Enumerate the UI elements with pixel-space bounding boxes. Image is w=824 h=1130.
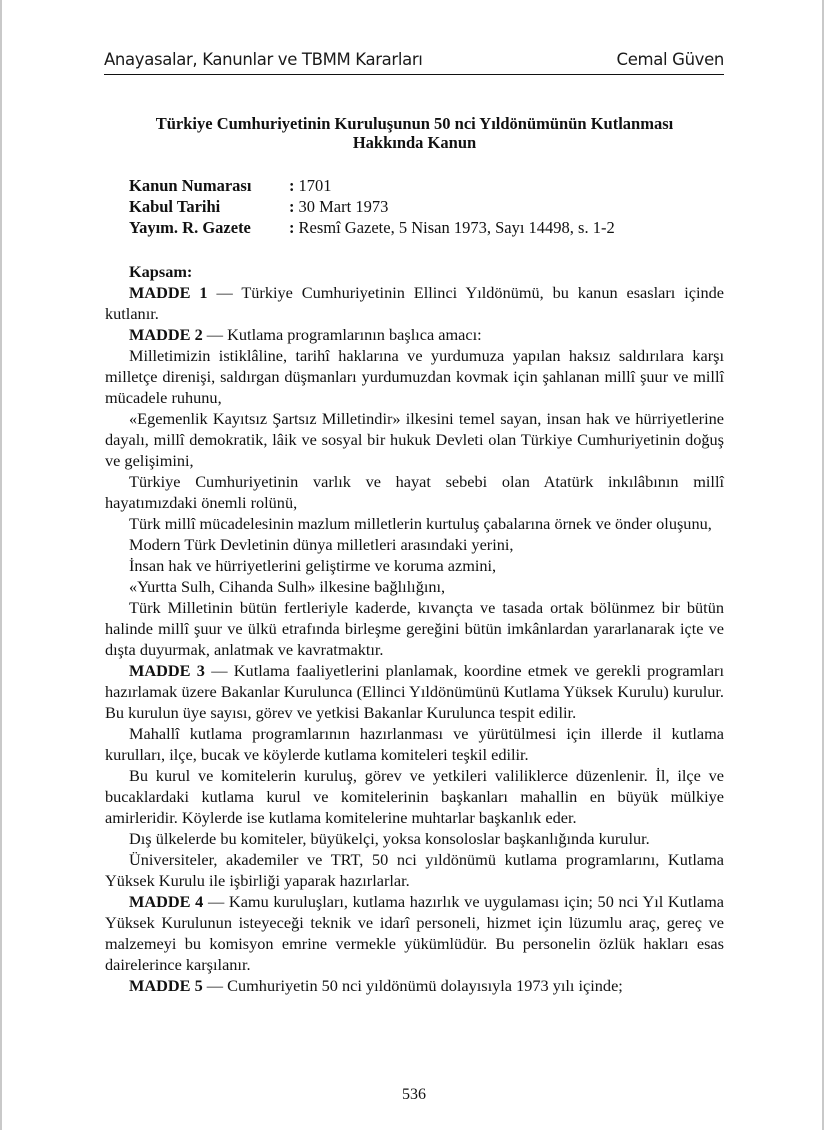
article-paragraph [105,660,724,723]
paragraph-text: — Kutlama programlarının başlıca amacı: [202,325,482,344]
paragraph-text: İnsan hak ve hürriyetlerini geliştirme ve koruma azmini, [129,556,497,575]
header-book-title: Anayasalar, Kanunlar ve TBMM Kararları [104,50,423,69]
law-metadata [129,175,615,238]
paragraph-text: — Türkiye Cumhuriyetinin Ellinci Yıldönümü, bu kanun esasları içinde kutlanır. [105,283,724,323]
law-title [105,114,724,152]
section-heading: Kapsam: [129,262,193,281]
paragraph-text: — Kutlama faaliyetlerini planlamak, koordine etmek ve gerekli programları hazırlamak üzere Bakanlar Kurulunca (Ellinci Yıldönümünü Kutlama Yüksek Kurulu) kurulur. Bu kurulun üye sayısı, görev ve yetkisi Bakanlar Kurulunca tespit edilir. [105,661,724,722]
body-paragraph [105,723,724,765]
body-paragraph [105,471,724,513]
running-header [104,47,724,75]
paragraph-text: — Kamu kuruluşları, kutlama hazırlık ve uygulaması için; 50 nci Yıl Kutlama Yüksek Kurulunun isteyeceği teknik ve idarî personeli, hizmet için lüzumlu araç, gereç ve malzemeyi bu komisyon emrine vermekle yükümlüdür. Bu personelin özlük hakları esas dairelerince karşılanır. [105,892,724,974]
law-title-line-2: Hakkında Kanun [352,133,477,152]
article-label: MADDE 5 [129,976,203,995]
body-paragraph [105,597,724,660]
paragraph-text: Üniversiteler, akademiler ve TRT, 50 nci yıldönümü kutlama programlarını, Kutlama Yüksek Kurulu ile işbirliği yaparak hazırlarlar. [105,850,724,890]
article-paragraph [105,282,724,324]
law-body [105,261,724,996]
body-paragraph [105,513,724,534]
article-label: MADDE 3 [129,661,205,680]
meta-colon: : [289,176,295,195]
article-label: MADDE 1 [129,283,208,302]
meta-label: Kanun Numarası [129,176,252,195]
paragraph-text: «Egemenlik Kayıtsız Şartsız Milletindir» ilkesini temel sayan, insan hak ve hürriyetlerine dayalı, millî demokratik, lâik ve sosyal bir hukuk Devleti olan Türkiye Cumhuriyetinin doğuş ve gelişimini, [105,409,724,470]
paragraph-text: Bu kurul ve komitelerin kuruluş, görev ve yetkileri valiliklerce düzenlenir. İl, ilçe ve bucaklardaki kutlama kurul ve komitelerinin başkanları mahallin en büyük mülkiye amirleridir. Köylerde ise kutlama komitelerine muhtarlar başkanlık eder. [105,766,724,827]
law-title-line-1: Türkiye Cumhuriyetinin Kuruluşunun 50 nci Yıldönümünün Kutlanması [155,114,674,133]
paragraph-text: — Cumhuriyetin 50 nci yıldönümü dolayısıyla 1973 yılı içinde; [202,976,623,995]
paragraph-text: Mahallî kutlama programlarının hazırlanması ve yürütülmesi için illerde il kutlama kurulları, ilçe, bucak ve köylerde kutlama komiteleri teşkil edilir. [105,724,724,764]
body-paragraph [105,408,724,471]
page-number: 536 [402,1086,426,1103]
meta-colon: : [289,197,295,216]
paragraph-text: Türkiye Cumhuriyetinin varlık ve hayat sebebi olan Atatürk inkılâbının millî hayatımızdaki önemli rolünü, [105,472,724,512]
meta-row-official-gazette [129,217,615,238]
article-paragraph [105,891,724,975]
meta-value: 1701 [298,176,332,195]
article-paragraph [105,324,724,345]
article-label: MADDE 2 [129,325,203,344]
body-paragraph [105,828,724,849]
body-paragraph [105,345,724,408]
paragraph-list [105,282,724,996]
body-paragraph [105,576,724,597]
header-author: Cemal Güven [616,50,724,69]
paragraph-text: Türk Milletinin bütün fertleriyle kaderde, kıvançta ve tasada ortak bölünmez bir bütün halinde millî şuur ve ülkü etrafında birleşme gereğini bütün imkânlardan yararlanarak içte ve dışta duyurmak, anlatmak ve kavratmaktır. [105,598,724,659]
paragraph-text: «Yurtta Sulh, Cihanda Sulh» ilkesine bağlılığını, [129,577,446,596]
meta-value: Resmî Gazete, 5 Nisan 1973, Sayı 14498, s. 1-2 [298,218,615,237]
meta-colon: : [289,218,295,237]
meta-value: 30 Mart 1973 [298,197,389,216]
meta-row-law-number [129,175,615,196]
article-paragraph [105,975,724,996]
paragraph-text: Milletimizin istiklâline, tarihî haklarına ve yurdumuza yapılan haksız saldırılara karşı milletçe direnişi, saldırgan düşmanları yurdumuzdan kovmak için şahlanan millî şuur ve millî mücadele ruhunu, [105,346,724,407]
body-paragraph [105,534,724,555]
paragraph-text: Modern Türk Devletinin dünya milletleri arasındaki yerini, [129,535,514,554]
article-label: MADDE 4 [129,892,204,911]
meta-row-acceptance-date [129,196,615,217]
body-paragraph [105,849,724,891]
body-paragraph [105,765,724,828]
body-paragraph [105,555,724,576]
meta-label: Kabul Tarihi [129,197,221,216]
paragraph-text: Türk millî mücadelesinin mazlum milletlerin kurtuluş çabalarına örnek ve önder oluşunu, [129,514,712,533]
meta-label: Yayım. R. Gazete [129,218,251,237]
paragraph-text: Dış ülkelerde bu komiteler, büyükelçi, yoksa konsoloslar başkanlığında kurulur. [129,829,650,848]
